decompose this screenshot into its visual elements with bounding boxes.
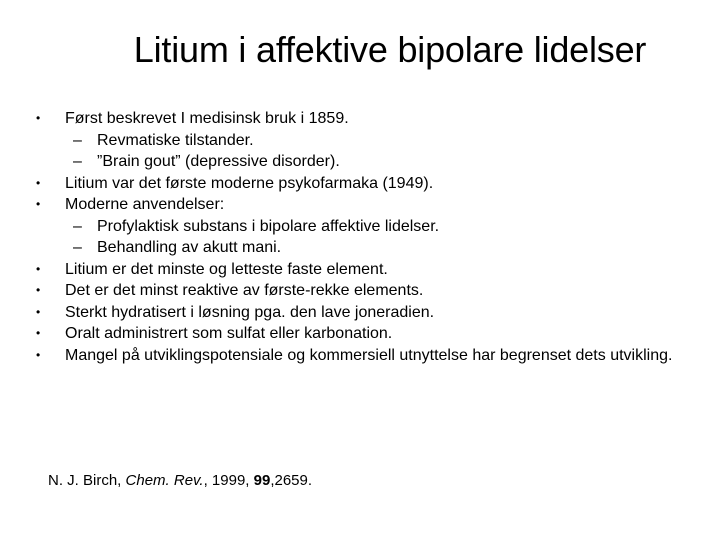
bullet-text: Først beskrevet I medisinsk bruk i 1859. — [65, 110, 349, 127]
sub-item — [65, 151, 686, 173]
bullet-dot: • — [36, 326, 41, 340]
bullet-item — [36, 259, 686, 281]
bullet-text: Litium er det minste og letteste faste element. — [65, 260, 388, 278]
bullet-item — [36, 194, 686, 259]
sub-text: Behandling av akutt mani. — [97, 239, 282, 256]
sub-dash: – — [73, 239, 82, 256]
sub-dash: – — [73, 217, 82, 235]
bullet-item — [36, 345, 686, 367]
bullet-item — [36, 173, 686, 195]
sub-text: ”Brain gout” (depressive disorder). — [97, 153, 340, 170]
bullet-item — [36, 108, 686, 173]
slide-title: Litium i affektive bipolare lidelser — [133, 29, 647, 70]
bullet-item — [36, 302, 686, 324]
bullet-text: Litium var det første moderne psykofarmaka (1949). — [65, 174, 434, 192]
sub-list — [65, 130, 686, 173]
bullet-item — [36, 280, 686, 302]
sub-list — [65, 216, 686, 259]
bullet-text: Oralt administrert som sulfat eller karbonation. — [65, 325, 393, 342]
bullet-dot: • — [36, 197, 41, 211]
sub-text: Revmatiske tilstander. — [97, 131, 254, 149]
sub-item — [65, 216, 686, 238]
bullet-dot: • — [36, 175, 41, 190]
sub-dash: – — [73, 131, 82, 149]
bullet-item — [36, 323, 686, 345]
bullet-list — [36, 108, 686, 366]
reference — [48, 471, 312, 491]
reference-authors: N. J. Birch, — [48, 472, 126, 489]
bullet-text: Det er det minst reaktive av første-rekke elements. — [65, 282, 424, 299]
bullet-dot: • — [36, 261, 41, 276]
bullet-dot: • — [36, 347, 41, 362]
sub-item — [65, 130, 686, 152]
bullet-text: Moderne anvendelser: — [65, 196, 225, 213]
bullet-text: Sterkt hydratisert i løsning pga. den lave joneradien. — [65, 303, 435, 321]
sub-text: Profylaktisk substans i bipolare affektive lidelser. — [97, 217, 440, 235]
bullet-dot: • — [36, 304, 41, 319]
reference-pages: ,2659. — [270, 472, 313, 489]
sub-item — [65, 237, 686, 259]
bullet-dot: • — [36, 283, 41, 297]
bullet-text: Mangel på utviklingspotensiale og kommersiell utnyttelse har begrenset dets utvikling. — [65, 346, 673, 364]
bullet-dot: • — [36, 111, 41, 125]
reference-year: , 1999, — [203, 472, 254, 489]
reference-volume: 99 — [253, 472, 271, 489]
reference-journal: Chem. Rev. — [125, 472, 204, 489]
sub-dash: – — [73, 153, 82, 170]
